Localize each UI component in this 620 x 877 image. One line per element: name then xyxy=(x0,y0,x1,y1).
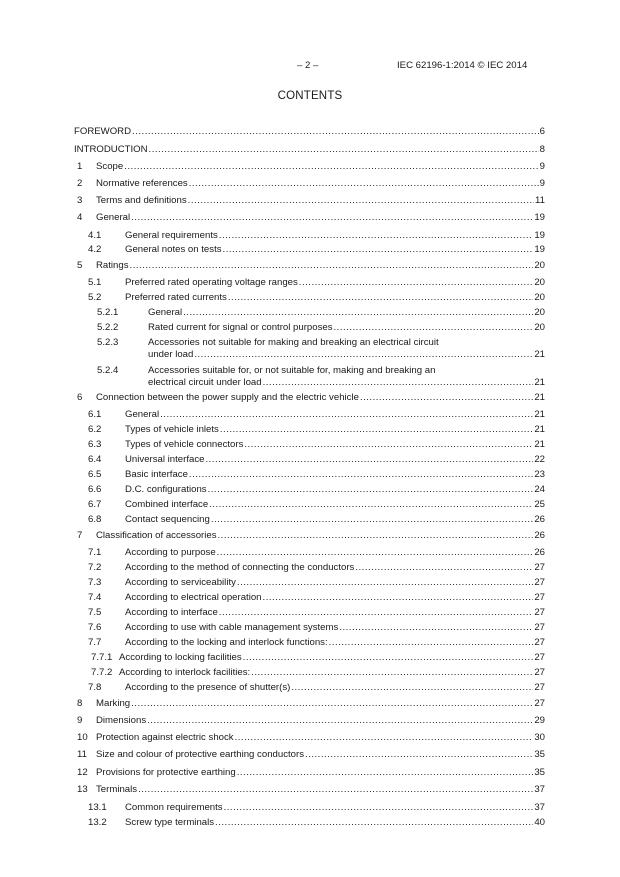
toc-entry xyxy=(74,622,545,636)
toc-entry-number: 1 xyxy=(77,161,83,172)
toc-entry-number: 13.2 xyxy=(88,817,107,828)
toc-entry-page: 21 xyxy=(534,439,545,450)
toc-entry-number: 6.2 xyxy=(88,424,102,435)
toc-leader-dots xyxy=(124,161,538,172)
toc-entry xyxy=(74,195,545,209)
toc-leader-dots xyxy=(228,292,533,303)
toc-entry-number: 7.4 xyxy=(88,592,102,603)
toc-leader-dots xyxy=(263,592,534,603)
toc-leader-dots xyxy=(360,392,533,403)
toc-entry xyxy=(74,212,545,226)
toc-leader-dots xyxy=(244,439,533,450)
toc-entry-number: 13.1 xyxy=(88,802,107,813)
toc-leader-dots xyxy=(224,802,534,813)
page-number: – 2 – xyxy=(297,60,319,71)
toc-leader-dots xyxy=(209,499,533,510)
toc-entry-title: According to the method of connecting the conductors xyxy=(125,562,355,573)
toc-entry-page: 21 xyxy=(534,392,545,403)
toc-entry-number: 9 xyxy=(77,715,83,726)
toc-entry-title: General notes on tests xyxy=(125,244,222,255)
toc-entry-number: 7.5 xyxy=(88,607,102,618)
toc-entry-title: Basic interface xyxy=(125,469,188,480)
toc-entry-page: 20 xyxy=(534,260,545,271)
toc-entry xyxy=(74,514,545,528)
toc-entry-page: 30 xyxy=(534,732,545,743)
toc-entry-title: Marking xyxy=(96,698,131,709)
toc-entry-title: Protection against electric shock xyxy=(96,732,234,743)
toc-leader-dots xyxy=(237,577,533,588)
toc-entry xyxy=(74,337,545,360)
toc-leader-dots xyxy=(183,307,533,318)
toc-entry xyxy=(74,667,545,681)
toc-entry-number: 6.3 xyxy=(88,439,102,450)
toc-leader-dots xyxy=(194,349,533,360)
toc-entry-number: 5.2.2 xyxy=(97,322,119,333)
toc-entry-number: 7.7 xyxy=(88,637,102,648)
toc-leader-dots xyxy=(188,195,534,206)
toc-entry-page: 27 xyxy=(534,577,545,588)
toc-entry xyxy=(74,547,545,561)
toc-entry xyxy=(74,244,545,258)
toc-entry-page: 8 xyxy=(539,144,545,155)
toc-entry xyxy=(74,424,545,438)
toc-entry-page: 27 xyxy=(534,592,545,603)
toc-entry-page: 26 xyxy=(534,547,545,558)
toc-entry xyxy=(74,292,545,306)
toc-entry-number: 10 xyxy=(77,732,88,743)
toc-entry-title: General requirements xyxy=(125,230,218,241)
toc-entry-number: 6.4 xyxy=(88,454,102,465)
toc-leader-dots xyxy=(205,454,533,465)
toc-entry-title: Universal interface xyxy=(125,454,205,465)
toc-entry-page: 9 xyxy=(539,178,545,189)
toc-leader-dots xyxy=(160,409,533,420)
toc-entry-title: Provisions for protective earthing xyxy=(96,767,236,778)
toc-entry xyxy=(74,178,545,192)
toc-entry xyxy=(74,767,545,781)
toc-leader-dots xyxy=(220,424,533,435)
toc-leader-dots xyxy=(219,607,534,618)
toc-entry-page: 37 xyxy=(534,784,545,795)
toc-leader-dots xyxy=(355,562,533,573)
toc-entry-title: According to interface xyxy=(125,607,218,618)
toc-leader-dots xyxy=(235,732,534,743)
toc-entry-title: Common requirements xyxy=(125,802,223,813)
toc-entry-title: Contact sequencing xyxy=(125,514,210,525)
toc-entry-number: 7 xyxy=(77,530,83,541)
toc-entry-number: 8 xyxy=(77,698,83,709)
toc-entry-number: 6.7 xyxy=(88,499,102,510)
toc-entry-number: 6.8 xyxy=(88,514,102,525)
toc-leader-dots xyxy=(339,622,533,633)
toc-entry-title: According to locking facilities xyxy=(119,652,242,663)
toc-entry xyxy=(74,439,545,453)
toc-entry xyxy=(74,230,545,244)
toc-entry-number: 12 xyxy=(77,767,88,778)
toc-entry xyxy=(74,698,545,712)
toc-leader-dots xyxy=(189,178,539,189)
toc-entry-number: 5.2.4 xyxy=(97,365,119,376)
toc-entry xyxy=(74,562,545,576)
toc-entry-page: 29 xyxy=(534,715,545,726)
toc-entry-page: 6 xyxy=(539,126,545,137)
toc-entry-title: According to serviceability xyxy=(125,577,236,588)
toc-entry xyxy=(74,409,545,423)
toc-entry-number: 7.6 xyxy=(88,622,102,633)
toc-entry-page: 27 xyxy=(534,562,545,573)
toc-entry xyxy=(74,749,545,763)
toc-entry xyxy=(74,499,545,513)
toc-leader-dots xyxy=(131,698,533,709)
toc-leader-dots xyxy=(237,767,534,778)
toc-entry-title: Types of vehicle connectors xyxy=(125,439,244,450)
toc-entry-number: 7.7.2 xyxy=(91,667,113,678)
toc-entry xyxy=(74,715,545,729)
toc-entry-number: 7.1 xyxy=(88,547,102,558)
toc-entry-number: 6.6 xyxy=(88,484,102,495)
toc-entry-title: Preferred rated operating voltage ranges xyxy=(125,277,298,288)
toc-entry xyxy=(74,637,545,651)
toc-entry-number: 5.2.1 xyxy=(97,307,119,318)
toc-entry-title: Types of vehicle inlets xyxy=(125,424,219,435)
toc-entry-page: 22 xyxy=(534,454,545,465)
toc-entry xyxy=(74,260,545,274)
toc-entry xyxy=(74,530,545,544)
toc-entry-number: 11 xyxy=(77,749,87,760)
toc-entry-number: 6 xyxy=(77,392,83,403)
toc-leader-dots xyxy=(217,547,534,558)
toc-leader-dots xyxy=(329,637,534,648)
toc-entry xyxy=(74,802,545,816)
toc-entry-number: 5 xyxy=(77,260,83,271)
toc-entry xyxy=(74,469,545,483)
toc-entry-number: 5.2 xyxy=(88,292,102,303)
toc-entry-number: 5.1 xyxy=(88,277,102,288)
toc-leader-dots xyxy=(189,469,533,480)
toc-entry-page: 19 xyxy=(534,212,545,223)
toc-leader-dots xyxy=(149,144,539,155)
toc-entry-number: 7.8 xyxy=(88,682,102,693)
document-reference: IEC 62196-1:2014 © IEC 2014 xyxy=(397,60,528,71)
toc-entry-title: Ratings xyxy=(96,260,129,271)
toc-entry-page: 21 xyxy=(534,349,545,360)
toc-entry xyxy=(74,161,545,175)
toc-entry xyxy=(74,607,545,621)
toc-entry-title: Rated current for signal or control purposes xyxy=(148,322,333,333)
toc-leader-dots xyxy=(130,260,534,271)
contents-title: CONTENTS xyxy=(277,90,343,102)
toc-leader-dots xyxy=(251,667,533,678)
toc-leader-dots xyxy=(147,715,533,726)
toc-entry-page: 9 xyxy=(539,161,545,172)
toc-entry-title-continued: electrical circuit under load xyxy=(148,377,262,388)
toc-entry-title: According to electrical operation xyxy=(125,592,262,603)
toc-entry-page: 20 xyxy=(534,277,545,288)
toc-entry-page: 11 xyxy=(535,195,545,206)
toc-entry-title: General xyxy=(96,212,131,223)
toc-entry-number: 4.2 xyxy=(88,244,102,255)
toc-entry-title: INTRODUCTION xyxy=(74,144,148,155)
toc-entry-number: 4 xyxy=(77,212,83,223)
toc-entry-page: 27 xyxy=(534,622,545,633)
toc-entry-title: Scope xyxy=(96,161,124,172)
toc-entry xyxy=(74,392,545,406)
toc-entry xyxy=(74,454,545,468)
toc-entry-title: D.C. configurations xyxy=(125,484,207,495)
toc-entry xyxy=(74,817,545,831)
toc-entry-number: 7.7.1 xyxy=(91,652,113,663)
toc-entry-page: 24 xyxy=(534,484,545,495)
toc-leader-dots xyxy=(131,212,533,223)
toc-leader-dots xyxy=(138,784,533,795)
toc-entry-title: According to the locking and interlock functions: xyxy=(125,637,328,648)
toc-entry-page: 21 xyxy=(534,409,545,420)
toc-entry-number: 6.1 xyxy=(88,409,102,420)
toc-leader-dots xyxy=(299,277,534,288)
toc-entry-title: Combined interface xyxy=(125,499,209,510)
toc-entry xyxy=(74,682,545,696)
toc-entry-number: 6.5 xyxy=(88,469,102,480)
toc-entry xyxy=(74,126,545,140)
toc-entry-title: FOREWORD xyxy=(74,126,132,137)
toc-entry-title: General xyxy=(148,307,183,318)
toc-entry-title: According to purpose xyxy=(125,547,216,558)
toc-entry-page: 21 xyxy=(534,424,545,435)
toc-entry xyxy=(74,577,545,591)
toc-leader-dots xyxy=(334,322,534,333)
toc-entry-title: Size and colour of protective earthing conductors xyxy=(96,749,304,760)
toc-entry-page: 26 xyxy=(534,530,545,541)
toc-entry-page: 37 xyxy=(534,802,545,813)
toc-entry xyxy=(74,307,545,321)
toc-entry-page: 27 xyxy=(534,698,545,709)
toc-leader-dots xyxy=(132,126,539,137)
toc-entry-number: 7.3 xyxy=(88,577,102,588)
toc-entry-number: 5.2.3 xyxy=(97,337,119,348)
toc-entry-title-continued: under load xyxy=(148,349,194,360)
toc-entry-page: 20 xyxy=(534,322,545,333)
toc-entry-page: 35 xyxy=(534,749,545,760)
toc-entry-title: According to the presence of shutter(s) xyxy=(125,682,291,693)
toc-entry-title: According to interlock facilities: xyxy=(119,667,251,678)
toc-leader-dots xyxy=(243,652,534,663)
toc-leader-dots xyxy=(291,682,533,693)
toc-entry-title: Connection between the power supply and the electric vehicle xyxy=(96,392,359,403)
toc-entry xyxy=(74,732,545,746)
toc-entry xyxy=(74,277,545,291)
toc-entry-page: 27 xyxy=(534,637,545,648)
toc-entry xyxy=(74,784,545,798)
toc-entry-title: Normative references xyxy=(96,178,188,189)
toc-entry-page: 26 xyxy=(534,514,545,525)
toc-entry xyxy=(74,652,545,666)
toc-entry-title: Classification of accessories xyxy=(96,530,217,541)
toc-entry-title: Terms and definitions xyxy=(96,195,187,206)
toc-entry-number: 13 xyxy=(77,784,88,795)
toc-entry-title: Dimensions xyxy=(96,715,147,726)
toc-entry-page: 20 xyxy=(534,307,545,318)
toc-leader-dots xyxy=(215,817,533,828)
toc-entry-page: 27 xyxy=(534,607,545,618)
toc-entry-page: 27 xyxy=(534,652,545,663)
toc-entry-title: Accessories not suitable for making and breaking an electrical circuit xyxy=(148,337,439,348)
toc-entry xyxy=(74,484,545,498)
toc-entry xyxy=(74,365,545,388)
toc-entry-title: Preferred rated currents xyxy=(125,292,227,303)
toc-entry xyxy=(74,592,545,606)
toc-entry-page: 25 xyxy=(534,499,545,510)
toc-leader-dots xyxy=(223,244,534,255)
toc-entry-page: 27 xyxy=(534,682,545,693)
toc-entry-page: 21 xyxy=(534,377,545,388)
toc-leader-dots xyxy=(263,377,534,388)
toc-entry-page: 27 xyxy=(534,667,545,678)
toc-entry-number: 4.1 xyxy=(88,230,102,241)
toc-leader-dots xyxy=(305,749,533,760)
toc-leader-dots xyxy=(208,484,534,495)
toc-entry-title: Terminals xyxy=(96,784,138,795)
toc-entry-number: 3 xyxy=(77,195,83,206)
toc-entry-title: According to use with cable management systems xyxy=(125,622,339,633)
toc-entry-title: Screw type terminals xyxy=(125,817,215,828)
toc-entry-page: 35 xyxy=(534,767,545,778)
toc-entry-page: 19 xyxy=(534,244,545,255)
toc-entry-page: 19 xyxy=(534,230,545,241)
toc-leader-dots xyxy=(211,514,534,525)
toc-entry-title: General xyxy=(125,409,160,420)
toc-entry xyxy=(74,144,545,158)
toc-entry-title: Accessories suitable for, or not suitable for, making and breaking an xyxy=(148,365,436,376)
toc-leader-dots xyxy=(219,230,534,241)
toc-entry-page: 20 xyxy=(534,292,545,303)
toc-entry xyxy=(74,322,545,336)
toc-entry-page: 40 xyxy=(534,817,545,828)
toc-leader-dots xyxy=(218,530,534,541)
toc-entry-page: 23 xyxy=(534,469,545,480)
toc-entry-number: 2 xyxy=(77,178,83,189)
toc-entry-number: 7.2 xyxy=(88,562,102,573)
